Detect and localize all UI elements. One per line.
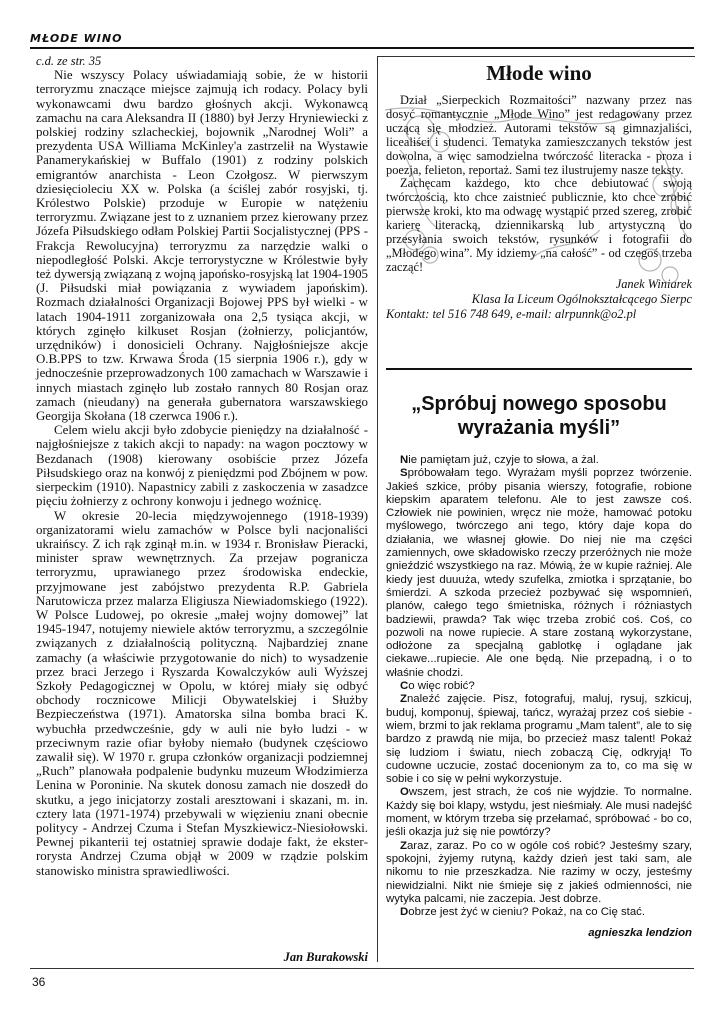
sprobuj-paragraph-6: Zaraz, zaraz. Po co w ogóle coś robić? Jesteśmy szary, spokojni, żyjemy rutyną, każdy dzień jest taki sam, ale nikomu to nie przeszkadza. Nie razimy w oczy, jesteśmy niewidzialni. Nikt nie śmieje się z jakieś odmienności, nie wytyka palcami, nie zaczepia. Jest dobrze. bbox=[386, 839, 692, 905]
section-rule bbox=[386, 368, 692, 370]
mlode-wino-school: Klasa Ia Liceum Ogólnokształcącego Sierpc bbox=[471, 291, 692, 306]
sprobuj-paragraph-1: Nie pamiętam już, czyje to słowa, a żal. bbox=[400, 454, 599, 466]
sprobuj-body bbox=[386, 454, 692, 919]
mlode-wino-paragraph-2: Zachęcam każdego, kto chce debiutować swoją twórczością, kto chce zaistnieć publicznie, kto chce zrobić pierwsze kroki, kto ma odwagę wystąpić przed szereg, zrobić karierę literacką, dziennikarską lub artystyczną do przesyłania swoich tekstów, rysunków i fotografii do „Młodego wina”. My idziemy „na całość” - od czegoś trzeba zacząć! bbox=[386, 176, 692, 274]
mlode-wino-signature: Janek Winiarek bbox=[615, 276, 692, 291]
right-top-rule bbox=[377, 56, 695, 57]
continuation-note: c.d. ze str. 35 bbox=[36, 54, 102, 68]
left-paragraph-3: W okresie 20-lecia międzywojennego (1918-1939) organizatorami wielu zamachów w Polsce byli nacjonaliści ukraińscy. Z ich rąk zginął m.in. w 1934 r. Bronisław Pieracki, minister spraw wewnętrznych. Za przejaw pogranicza terroryzmu, uprawianego przez środowiska endeckie, przyjmowane jest zabójstwo prezydenta R.P. Gabriela Narutowicza przez malarza Eligiusza Niewiadomskiego (1922). W Polsce Ludowej, po okresie „małej wojny domowej” lat 1945-1947, notujemy niewiele aktów terroryzmu, a szczególnie związanych z działalnością polityczną. Najbardziej znane zamachy (a właściwie przygotowanie do nich) to wysadzenie przez braci Jerzego i Ryszarda Kowalczyków auli Wyższej Szkoły Pedagogicznej w Opolu, w której miały się odbyć obchody rocznicowe Milicji Obywatelskiej i Służby Bezpieczeństwa (1971). Amatorska silna bomba braci K. wybuchła przedwcześnie, gdy w auli nie było ludzi - w przeciwnym razie ofiar byłoby niemało (budynek częściowo zawalił się). W 1970 r. grupa członków organizacji podziemnej „Ruch” planowała podpalenie budynku muzeum Włodzimierza Lenina w Poroninie. Na skutek donosu zamach nie doszedł do skutku, a jego inicjatorzy zostali aresztowani i skazani, m. in. cztery lata (1971-1974) przebywali w więzieniu znani obecnie politycy - Andrzej Czuma i Stefan Myszkiewicz-Niesiołowski. Pewnej pikanterii tej ostatniej sprawie dodaje fakt, że eksterrorysta Andrzej Czuma objął w 2009 w rządzie polskim stanowisko ministra sprawiedliwości. bbox=[36, 508, 368, 878]
sprobuj-paragraph-4: Znaleźć zajęcie. Pisz, fotografuj, maluj, rysuj, szkicuj, buduj, komponuj, śpiewaj, tańcz, wyrażaj przez coś siebie - wiem, brzmi to jak reklama programu „Mam talent”, ale to się bardzo z prawdą nie mija, bo przecież masz talent! Pokaż się ludziom i światu, niech zobaczą Cię, odkryją! To cudowne uczucie, zostać docenionym za to, co ma się w sobie i co się w pełni wykorzystuje. bbox=[386, 693, 692, 786]
sprobuj-author: agnieszka lendzion bbox=[588, 927, 692, 940]
sprobuj-title: „Spróbuj nowego sposobu wyrażania myśli” bbox=[411, 393, 667, 439]
sprobuj-paragraph-3: Co więc robić? bbox=[400, 680, 475, 693]
left-paragraph-1: Nie wszyscy Polacy uświadamiają sobie, że w historii terroryzmu znaczące miejsce zajmują ich rodacy. Polacy byli wykonawcami dwu bardzo głośnych akcji. Wykonawcą zamachu na cara Aleksandra II (1880) był Jerzy Hryniewiecki z polskiej rodziny szlacheckiej, bojownik „Narodnej Woli” a prezydenta USA Williama McKinley'a zastrzelił na Wystawie Panamerykańskiej w Buffalo (1901) z rodziny polskich emigrantów anarchista - Leon Czołgosz. W pierwszym dziesięcioleciu XX w. Polska (a ściślej zabór rosyjski, tj. Królestwo Polskie) przoduje w Europie w natężeniu terroryzmu. Związane jest to z uznaniem przez kierowany przez Józefa Piłsudskiego odłam Polskiej Partii Socjalistycznej (PPS - Frakcja Rewolucyjna) terroryzmu za narzędzie walki o niepodległość Polski. Akcje terrorystyczne w Królestwie były też dywersją związaną z wojną japońsko-rosyjską lat 1904-1905 (J. Piłsudski miał powiązania z wywiadem japońskim). Rozmach działalności Organizacji Bojowej PPS był wielki - w latach 1904-1911 zorganizowała ona 2,5 tysiąca akcji, w których zginęło kilkuset Rosjan (żołnierzy, policjantów, urzędników) i donosicieli Ochrany. Najgłośniejsze akcje O.B.PPS to tzw. Krwawa Środa (15 sierpnia 1906 r.), gdy w jednocześnie przeprowadzonych 100 zamachach w Warszawie i innych miastach zginęło lub zostało rannych 80 Rosjan oraz zamach (nieudany) na generała gubernatora warszawskiego Georgija Skołana (18 czerwca 1906 r.). bbox=[36, 68, 368, 424]
mlode-wino-paragraph-1: Dział „Sierpeckich Rozmaitości” nazwany przez nas dosyć romantycznie „Młode Wino” jest redagowany przez uczącą się młodzież. Autorami tekstów są gimnazjaliści, licealiści i studenci. Tematyka zamieszczanych tekstów jest dowolna, a więc samodzielna twórczość literacka - proza i poezja, felieton, reportaż. Sami tez ilustrujemy nasze teksty. bbox=[386, 93, 692, 177]
left-article bbox=[36, 54, 368, 878]
column-divider bbox=[377, 56, 378, 962]
mlode-wino-contact: Kontakt: tel 516 748 649, e-mail: alrpunnk@o2.pl bbox=[386, 306, 637, 321]
left-article-author: Jan Burakowski bbox=[283, 950, 368, 964]
page-number: 36 bbox=[32, 975, 46, 989]
sprobuj-paragraph-5: Owszem, jest strach, że coś nie wyjdzie. To normalne. Każdy się boi klapy, wstydu, jest nieśmiały. Ale musi nadejść moment, w którym trzeba się przełamać, spróbować - bo co, jeśli okazja już się nie powtórzy? bbox=[386, 786, 692, 839]
mlode-wino-title: Młode wino bbox=[486, 61, 592, 85]
header-title: MŁODE WINO bbox=[30, 32, 123, 45]
mlode-wino-box bbox=[386, 60, 692, 322]
sprobuj-paragraph-2: Spróbowałam tego. Wyrażam myśli poprzez twórzenie. Jakieś szkice, próby pisania wierszy, fotografie, robione kiepskim aparatem telefonu. Ale to jest zawsze coś. Człowiek nie powinien, wręcz nie może, hamować potoku myślowego, twórczego ani tego, który daje kopa do działania, we własnej głowie. Do niej nie ma części zamiennych, owe składowisko rzeczy przeróżnych nie może gnieździć wszystkiego na raz. Mówią, że w kupie raźniej. Ale kiedy jest duuuża, wtedy szufelka, zmiotka i sprzątanie, bo śmierdzi. A szkoda przecież pozbywać się wspomnień, planów, całego tego śmietniska, różnych i różniastych badziewii, prawda? Tak więc trzeba zrobić coś. Coś, co pozwoli na nowe rupiecie. A stare zostaną wykorzystane, odłożone za specjalną gablotkę i oglądane jak ciekawe...rupiecie. Ale one będą. Nie przepadną, i o to właśnie chodzi. bbox=[386, 467, 692, 679]
left-paragraph-2: Celem wielu akcji było zdobycie pieniędzy na działalność - najgłośniejsze z takich akcji to napady: na wagon pocztowy w Bezdanach (1908) kierowany osobiście przez Józefa Piłsudskiego oraz na konwój z pieniędzmi pod Zbójnem w pow. sierpeckim (1910). Napastnicy zabili z zaskoczenia w zasadzce pięciu żołnierzy z ochrony konwoju i jednego woźnicę. bbox=[36, 423, 368, 509]
footer-rule bbox=[30, 968, 694, 969]
mlode-wino-body bbox=[386, 94, 692, 275]
page-header bbox=[30, 28, 694, 48]
sprobuj-article bbox=[386, 392, 692, 939]
sprobuj-paragraph-7: Dobrze jest żyć w cieniu? Pokaż, na co Cię stać. bbox=[400, 906, 646, 919]
header-rule bbox=[30, 47, 694, 49]
